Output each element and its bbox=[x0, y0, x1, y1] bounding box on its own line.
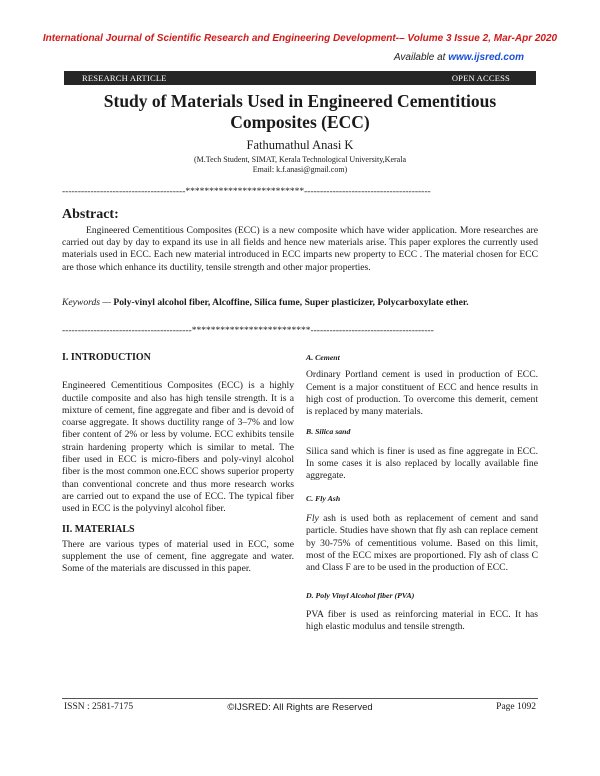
left-column bbox=[62, 352, 294, 576]
abstract-heading: Abstract: bbox=[62, 207, 119, 222]
introduction-text: Engineered Cementitious Composites (ECC) is a highly ductile composite and also has high tensile strength. It is a mixture of cement, fine aggregate and fiber and is devoid of coarse aggregate. It shows ductility range of 3–7% and low fiber content of 2% or less by volume. ECC exhibits tensile strain hardening property which is similar to metal. The fiber used in ECC is micro-fibers and poly-vinyl alcohol fiber is the most common one.ECC shows superior property than conventional concrete and thus more research works are carried out to expand the use of ECC. The typical fiber used in ECC is the polyvinyl alcohol fiber. bbox=[62, 380, 294, 515]
paper-title: Study of Materials Used in Engineered Cementitious Composites (ECC) bbox=[103, 91, 497, 132]
fly-ash-heading: C. Fly Ash bbox=[306, 493, 341, 503]
silica-sand-heading: B. Silica sand bbox=[306, 427, 351, 437]
cement-heading: A. Cement bbox=[306, 353, 340, 362]
keywords-list: Poly-vinyl alcohol fiber, Alcoffine, Silica fume, Super plasticizer, Polycarboxylate ether. bbox=[113, 297, 469, 308]
right-column bbox=[306, 352, 538, 633]
available-prefix: Available at bbox=[393, 52, 446, 63]
footer-rule bbox=[62, 698, 538, 699]
fly-ash-lead: Fly bbox=[306, 512, 319, 524]
journal-url-link[interactable]: www.ijsred.com bbox=[448, 52, 524, 63]
journal-header: International Journal of Scientific Research and Engineering Development-– Volume 3 Issue 2, Mar-Apr 2020 bbox=[42, 33, 558, 44]
footer-page-number: Page 1092 bbox=[496, 702, 536, 712]
pva-text: PVA fiber is used as reinforcing material in ECC. It has high elastic modulus and tensile strength. bbox=[306, 608, 538, 633]
research-article-label: RESEARCH ARTICLE bbox=[82, 73, 167, 83]
divider-top: ---------------------------------------*************************---------------------------------------- bbox=[62, 187, 431, 197]
article-banner bbox=[64, 71, 536, 85]
author-affiliation bbox=[0, 155, 600, 175]
fly-ash-text bbox=[306, 513, 538, 574]
fly-ash-body: ash is used both as replacement of cement and sand particle. Studies have shown that fly ash can replace cement by 30-75% of cementitious volume. Based on this limit, most of the ECC mixes are proportioned. Fly ash of class C and Class F are to be used in the production of ECC. bbox=[306, 512, 538, 574]
pva-heading: D. Poly Vinyl Alcohol fiber (PVA) bbox=[306, 591, 415, 601]
materials-heading: II. MATERIALS bbox=[62, 523, 135, 535]
introduction-heading: I. INTRODUCTION bbox=[62, 352, 151, 363]
footer-issn: ISSN : 2581-7175 bbox=[64, 702, 134, 712]
divider-bottom: -----------------------------------------*************************--------------------------------------- bbox=[62, 326, 434, 336]
cement-text: Ordinary Portland cement is used in production of ECC. Cement is a major constituent of ECC and hence results in high cost of production. To overcome this demerit, cement is replaced by many materials. bbox=[306, 369, 538, 418]
availability-line bbox=[394, 52, 524, 63]
author-name: Fathumathul Anasi K bbox=[246, 138, 354, 152]
silica-sand-text: Silica sand which is finer is used as fine aggregate in ECC. In some cases it is also replaced by locally available fine aggregate. bbox=[306, 445, 538, 482]
open-access-label: OPEN ACCESS bbox=[451, 73, 510, 83]
footer-rights: ©IJSRED: All Rights are Reserved bbox=[227, 702, 373, 713]
keywords bbox=[62, 297, 538, 309]
materials-text: There are various types of material used in ECC, some supplement the use of cement, fine aggregate and water. Some of the materials are discussed in this paper. bbox=[62, 538, 294, 575]
affiliation-line: (M.Tech Student, SIMAT, Kerala Technological University,Kerala bbox=[193, 155, 406, 164]
author-email: Email: k.f.anasi@gmail.com) bbox=[252, 165, 348, 174]
abstract-text: Engineered Cementitious Composites (ECC) is a new composite which have wider application. More researches are carried out day by day to expand its use in all fields and hence new materials arise. This paper explores the currently used materials used in ECC. Each new material introduced in ECC imparts new property to ECC . The material chosen for ECC are those which enhance its ductility, tensile strength and other major properties. bbox=[62, 225, 538, 273]
keywords-label: Keywords — bbox=[62, 297, 111, 308]
